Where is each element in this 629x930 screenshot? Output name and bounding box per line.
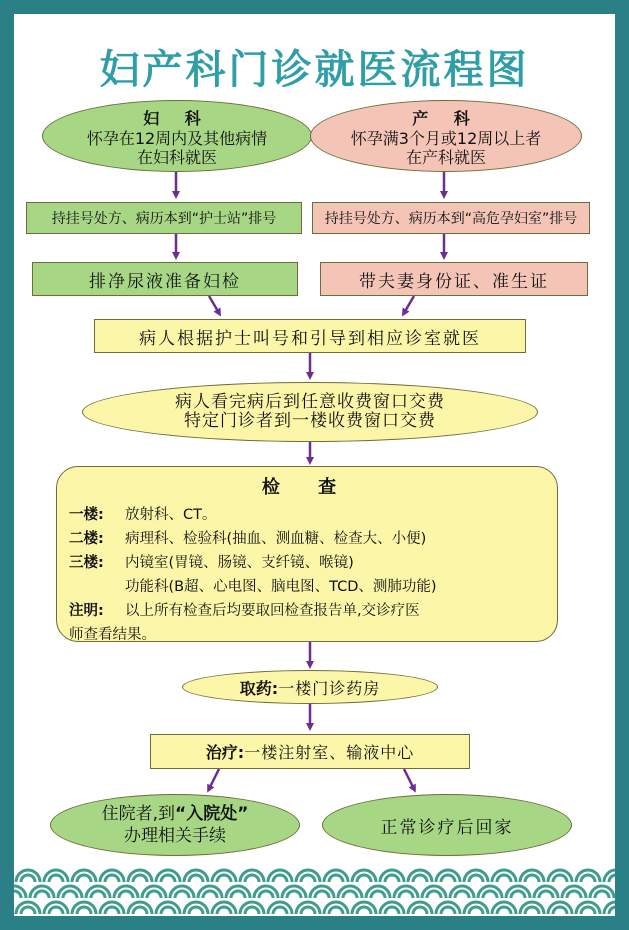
wave-decoration	[14, 858, 615, 916]
admission-ellipse	[50, 794, 300, 856]
exam-floor2-label: 二楼:	[69, 531, 104, 547]
exam-note-text2: 师查看结果。	[69, 627, 156, 643]
exam-floor2	[69, 527, 545, 551]
exam-note-label: 注明:	[69, 603, 104, 619]
exam-floor3-text2: 功能科(B超、心电图、脑电图、TCD、测肺功能)	[125, 579, 437, 595]
wave-arc	[427, 891, 441, 898]
exam-floor1-label: 一楼:	[69, 507, 104, 523]
home-ellipse: 正常诊疗后回家	[322, 794, 572, 856]
exam-note	[69, 599, 545, 623]
obstetrics-step2: 带夫妻身份证、准生证	[320, 262, 588, 296]
wave-arc	[119, 891, 133, 898]
admission-line1-emph: “入院处”	[175, 804, 249, 824]
wave-arc	[105, 875, 119, 882]
obstetrics-line1: 怀孕满3个月或12周以上者	[350, 128, 542, 148]
payment-ellipse	[82, 382, 538, 442]
wave-arc	[105, 907, 119, 914]
gynecology-line2: 在妇科就医	[136, 147, 217, 167]
wave-arc	[91, 891, 105, 898]
wave-arc	[21, 875, 35, 882]
wave-arc	[49, 875, 63, 882]
wave-arc	[217, 907, 231, 914]
wave-arc	[189, 875, 203, 882]
wave-arc	[189, 907, 203, 914]
exam-floor1	[69, 503, 545, 527]
wave-arc	[581, 907, 595, 914]
wave-arc	[329, 875, 343, 882]
wave-arc	[371, 891, 385, 898]
wave-arc	[455, 891, 469, 898]
wave-arc	[161, 875, 175, 882]
treatment-box	[150, 734, 470, 769]
wave-arc	[441, 875, 455, 882]
wave-arc	[497, 875, 511, 882]
wave-arc	[21, 907, 35, 914]
exam-floor3-text: 内镜室(胃镜、肠镜、支纤镜、喉镜)	[125, 555, 354, 571]
wave-arc	[301, 875, 315, 882]
exam-floor2-text: 病理科、检验科(抽血、测血糖、检查大、小便)	[125, 531, 427, 547]
gynecology-heading: 妇 科	[143, 108, 211, 128]
wave-arc	[35, 891, 49, 898]
wave-arc	[273, 875, 287, 882]
wave-arc	[203, 891, 217, 898]
wave-arc	[147, 891, 161, 898]
wave-arc	[133, 907, 147, 914]
wave-arc	[49, 907, 63, 914]
wave-arc	[567, 891, 581, 898]
wave-arc	[399, 891, 413, 898]
wave-arc	[329, 907, 343, 914]
gynecology-step2: 排净尿液准备妇检	[32, 262, 298, 296]
wave-arc	[595, 891, 609, 898]
wave-arc	[539, 891, 553, 898]
arrow-gyn-3	[209, 296, 219, 313]
wave-arc	[273, 907, 287, 914]
wave-arc	[357, 875, 371, 882]
gynecology-line1: 怀孕在12周内及其他病情	[86, 128, 268, 148]
payment-line2: 特定门诊者到一楼收费窗口交费	[184, 411, 436, 431]
wave-arc	[343, 891, 357, 898]
admission-line1-prefix: 住院者,到	[101, 804, 176, 824]
admission-line2: 办理相关手续	[124, 826, 226, 846]
wave-arc	[357, 907, 371, 914]
wave-arc	[581, 875, 595, 882]
triage-box: 病人根据护士叫号和引导到相应诊室就医	[94, 319, 526, 353]
wave-arc	[231, 891, 245, 898]
wave-arc	[77, 875, 91, 882]
obstetrics-step1: 持挂号处方、病历本到“高危孕妇室”排号	[312, 202, 590, 234]
exam-box	[56, 466, 558, 642]
exam-floor3	[69, 551, 545, 575]
arrow-home	[404, 769, 414, 789]
treatment-text: 一楼注射室、输液中心	[244, 743, 415, 762]
pharmacy-text: 一楼门诊药房	[278, 678, 381, 698]
treatment-label: 治疗:	[205, 743, 245, 762]
exam-note-text: 以上所有检查后均要取回检查报告单,交诊疗医	[125, 603, 420, 619]
wave-arc	[553, 907, 567, 914]
wave-arc	[315, 891, 329, 898]
wave-arc	[245, 907, 259, 914]
exam-floor3-label: 三楼:	[69, 555, 104, 571]
gynecology-ellipse	[42, 100, 312, 172]
arrow-obs-3	[404, 296, 414, 313]
wave-arc	[609, 875, 615, 882]
wave-arc	[511, 891, 525, 898]
poster-panel	[14, 14, 615, 916]
wave-arc	[77, 907, 91, 914]
wave-arc	[63, 891, 77, 898]
exam-title: 检 查	[261, 477, 353, 498]
wave-arc	[441, 907, 455, 914]
wave-arc	[413, 907, 427, 914]
exam-floor1-text: 放射科、CT。	[125, 507, 217, 523]
wave-arc	[259, 891, 273, 898]
wave-arc	[301, 907, 315, 914]
wave-arc	[553, 875, 567, 882]
wave-arc	[385, 875, 399, 882]
pharmacy-ellipse	[182, 670, 438, 704]
wave-arc	[525, 907, 539, 914]
wave-arc	[175, 891, 189, 898]
wave-arc	[469, 907, 483, 914]
obstetrics-heading: 产 科	[412, 108, 480, 128]
wave-arc	[217, 875, 231, 882]
pharmacy-label: 取药:	[239, 678, 279, 698]
wave-arc	[133, 875, 147, 882]
obstetrics-ellipse	[310, 100, 582, 172]
wave-arc	[413, 875, 427, 882]
wave-arc	[525, 875, 539, 882]
wave-arc	[483, 891, 497, 898]
page-title: 妇产科门诊就医流程图	[99, 47, 530, 93]
obstetrics-line2: 在产科就医	[405, 147, 486, 167]
wave-arc	[497, 907, 511, 914]
wave-arc	[161, 907, 175, 914]
arrow-admission	[209, 769, 219, 789]
payment-line1: 病人看完病后到任意收费窗口交费	[175, 392, 445, 412]
wave-arc	[287, 891, 301, 898]
wave-arc	[14, 891, 21, 898]
wave-arc	[609, 907, 615, 914]
wave-arc	[469, 875, 483, 882]
wave-arc	[245, 875, 259, 882]
gynecology-step1: 持挂号处方、病历本到“护士站”排号	[26, 202, 302, 234]
wave-arc	[385, 907, 399, 914]
